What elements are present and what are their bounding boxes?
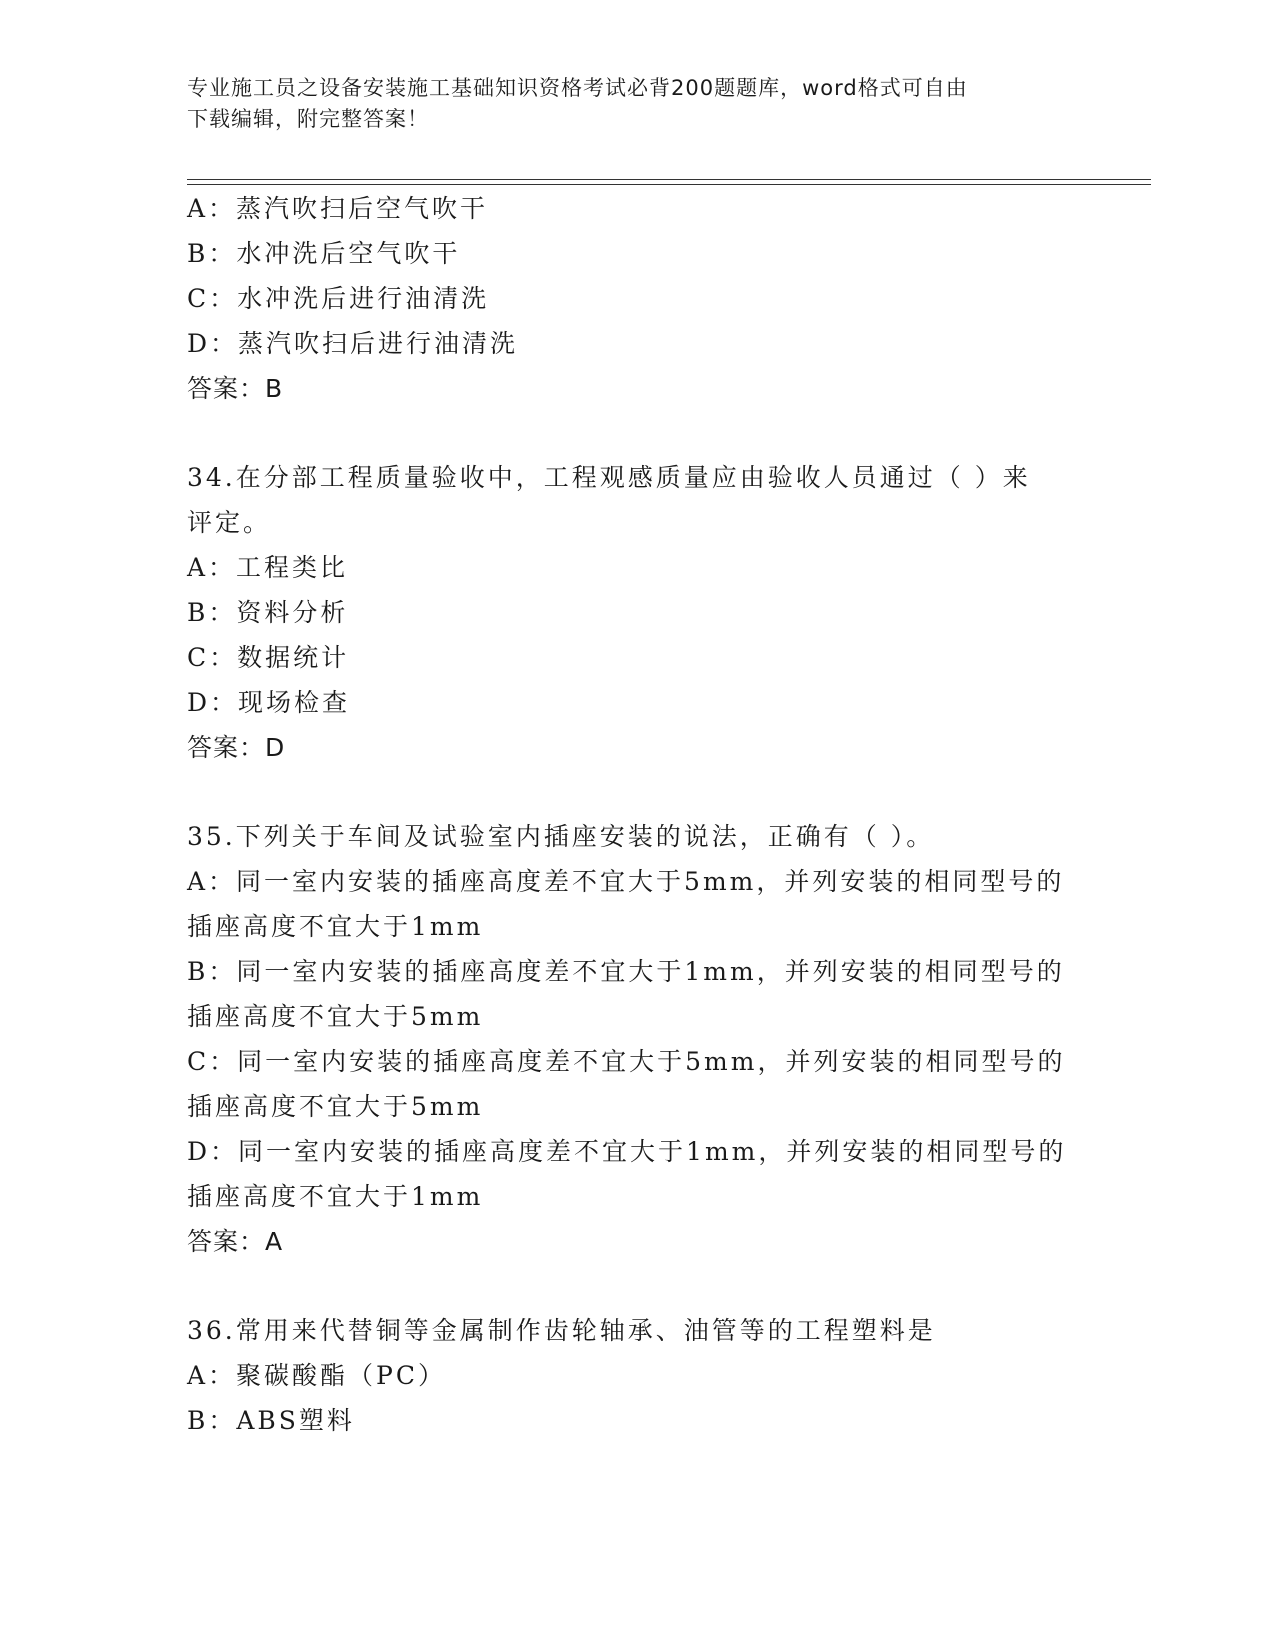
q35-option-a-line-1: A：同一室内安装的插座高度差不宜大于5mm，并列安装的相同型号的 (187, 867, 1065, 896)
q35-stem: 35.下列关于车间及试验室内插座安装的说法，正确有（ ）。 (187, 822, 935, 851)
header-line-2: 下载编辑，附完整答案！ (187, 107, 429, 131)
q35-option-b-line-1: B：同一室内安装的插座高度差不宜大于1mm，并列安装的相同型号的 (187, 957, 1065, 986)
q34-stem-line-1: 34.在分部工程质量验收中，工程观感质量应由验收人员通过（ ）来 (187, 463, 1031, 492)
q35-option-d-line-2: 插座高度不宜大于1mm (187, 1182, 484, 1211)
q33-option-c: C：水冲洗后进行油清洗 (187, 284, 490, 313)
q35-option-b-line-2: 插座高度不宜大于5mm (187, 1002, 484, 1031)
q35-answer: 答案：A (187, 1227, 284, 1256)
header-line-1: 专业施工员之设备安装施工基础知识资格考试必背200题题库，word格式可自由 (187, 76, 968, 100)
q34-stem-line-2: 评定。 (187, 508, 272, 537)
q33-answer: 答案：B (187, 374, 284, 403)
q33-option-d: D：蒸汽吹扫后进行油清洗 (187, 329, 519, 358)
q36-option-a: A：聚碳酸酯（PC） (187, 1361, 447, 1390)
document-header (187, 73, 1087, 135)
q35-option-c-line-2: 插座高度不宜大于5mm (187, 1092, 484, 1121)
q34-option-c: C：数据统计 (187, 643, 350, 672)
q35-option-c-line-1: C：同一室内安装的插座高度差不宜大于5mm，并列安装的相同型号的 (187, 1047, 1066, 1076)
q33-option-a: A：蒸汽吹扫后空气吹干 (187, 194, 489, 223)
q34-option-d: D：现场检查 (187, 688, 351, 717)
q36-stem: 36.常用来代替铜等金属制作齿轮轴承、油管等的工程塑料是 (187, 1316, 936, 1345)
q34-option-a: A：工程类比 (187, 553, 349, 582)
q35-option-a-line-2: 插座高度不宜大于1mm (187, 912, 484, 941)
q34-answer: 答案：D (187, 733, 286, 762)
header-divider-bottom (187, 184, 1151, 185)
q35-option-d-line-1: D：同一室内安装的插座高度差不宜大于1mm，并列安装的相同型号的 (187, 1137, 1067, 1166)
header-divider-top (187, 179, 1151, 180)
q34-option-b: B：资料分析 (187, 598, 349, 627)
q36-option-b: B：ABS塑料 (187, 1406, 355, 1435)
q33-option-b: B：水冲洗后空气吹干 (187, 239, 461, 268)
